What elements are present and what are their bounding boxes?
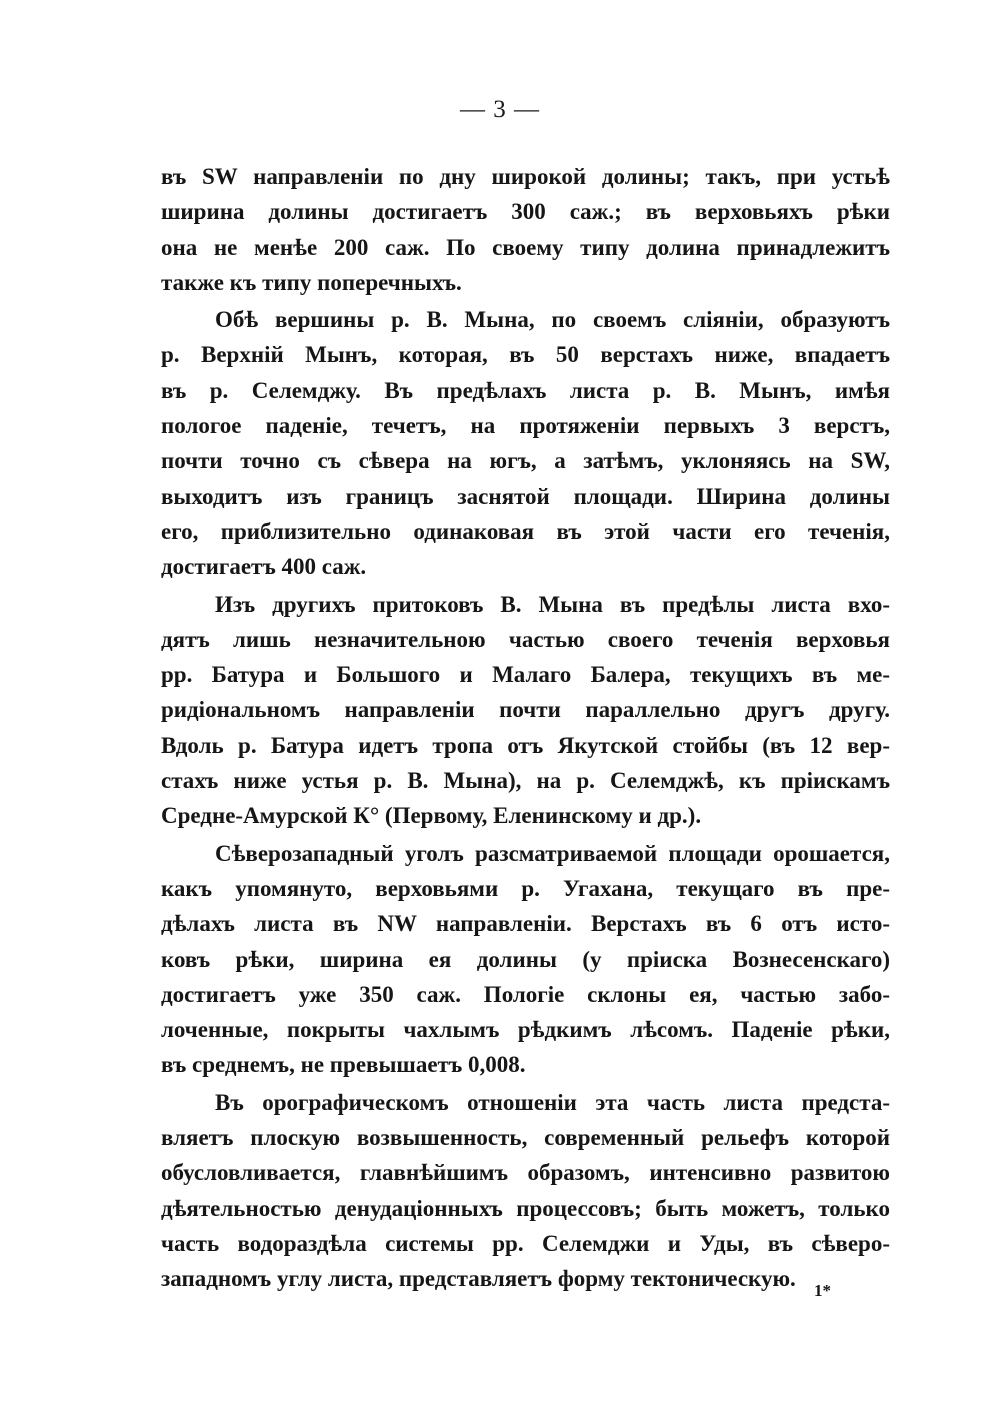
signature-mark: 1* (814, 1281, 831, 1300)
text-line: ширина долины достигаетъ 300 саж.; въ верховьяхъ рѣки (161, 199, 890, 225)
text-line: въ среднемъ, не превышаетъ 0,008. (161, 1052, 526, 1078)
text-line: въ р. Селемджу. Въ предѣлахъ листа р. В. Мынъ, имѣя (161, 377, 890, 403)
text-line: часть водораздѣла системы рр. Селемджи и Уды, въ сѣверо- (161, 1230, 890, 1256)
text-line: достигаетъ уже 350 саж. Пологіе склоны ея, частью забо- (161, 981, 890, 1007)
text-line: она не менѣе 200 саж. По своему типу долина принадлежитъ (161, 234, 890, 260)
paragraph (161, 1085, 890, 1297)
text-line: Вдоль р. Батура идетъ тропа отъ Якутской стойбы (въ 12 вер- (161, 732, 890, 758)
text-line: пологое паденіе, течетъ, на протяженіи первыхъ 3 верстъ, (161, 413, 890, 439)
text-line: выходитъ изъ границъ заснятой площади. Ширина долины (161, 483, 890, 509)
text-line: Сѣверозападный уголъ разсматриваемой площади орошается, (215, 840, 890, 866)
text-line: лоченные, покрыты чахлымъ рѣдкимъ лѣсомъ. Паденіе рѣки, (161, 1017, 890, 1043)
text-line: также къ типу поперечныхъ. (161, 269, 462, 295)
paragraph (161, 302, 890, 584)
text-line: ковъ рѣки, ширина ея долины (у пріиска Вознесенскаго) (161, 946, 890, 972)
text-line: какъ упомянуто, верховьями р. Угахана, текущаго въ пре- (161, 875, 890, 901)
page-number: — 3 — (460, 96, 540, 123)
text-line: рр. Батура и Большого и Малаго Балера, текущихъ въ ме- (161, 662, 890, 688)
text-body (161, 159, 890, 1299)
text-line: Изъ другихъ притоковъ В. Мына въ предѣлы листа вхо- (215, 591, 890, 617)
text-line: достигаетъ 400 саж. (161, 554, 367, 580)
text-line: р. Верхній Мынъ, которая, въ 50 верстахъ ниже, впадаетъ (161, 342, 890, 368)
text-line: стахъ ниже устья р. В. Мына), на р. Селемджѣ, къ пріискамъ (161, 768, 890, 794)
text-line: почти точно съ сѣвера на югъ, а затѣмъ, уклоняясь на SW, (161, 448, 890, 474)
text-line: Въ орографическомъ отношеніи эта часть листа предста- (215, 1089, 890, 1115)
text-line: Средне-Амурской К° (Первому, Еленинскому и др.). (161, 803, 702, 829)
text-line: дятъ лишь незначительною частью своего теченія верховья (161, 626, 890, 652)
text-line: Обѣ вершины р. В. Мына, по своемъ сліяніи, образуютъ (215, 307, 890, 333)
text-line: вляетъ плоскую возвышенность, современный рельефъ которой (161, 1125, 890, 1151)
text-line: обусловливается, главнѣйшимъ образомъ, интенсивно развитою (161, 1160, 890, 1186)
text-line: западномъ углу листа, представляетъ форму тектоническую. (161, 1266, 796, 1292)
paragraph (161, 587, 890, 834)
text-line: дѣлахъ листа въ NW направленіи. Верстахъ въ 6 отъ исто- (161, 911, 890, 937)
text-line: дѣятельностью денудаціонныхъ процессовъ; быть можетъ, только (161, 1195, 890, 1221)
text-line: ридіональномъ направленіи почти параллельно другъ другу. (161, 697, 890, 723)
text-line: въ SW направленіи по дну широкой долины; такъ, при устьѣ (161, 164, 890, 189)
text-line: его, приблизительно одинаковая въ этой части его теченія, (161, 518, 890, 544)
paragraph (161, 836, 890, 1083)
paragraph (161, 159, 890, 300)
